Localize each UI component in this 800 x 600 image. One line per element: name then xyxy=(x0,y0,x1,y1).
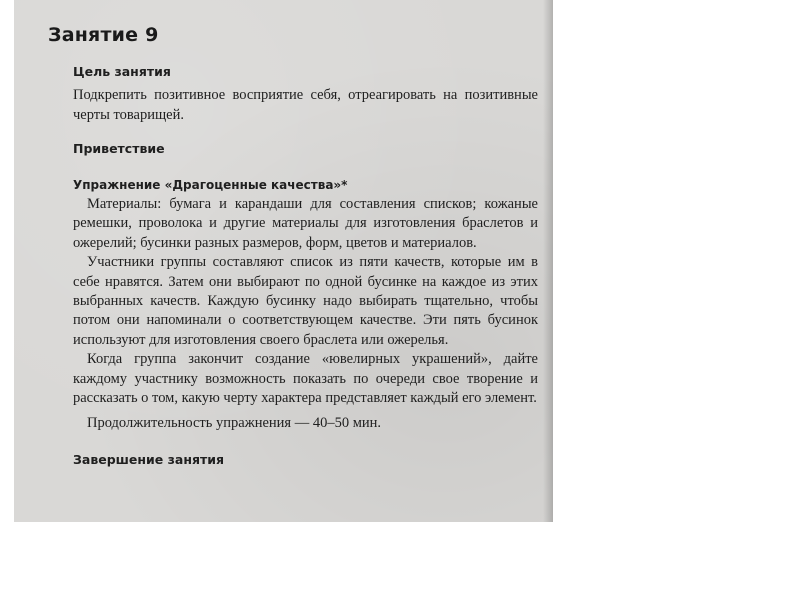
greeting-heading: Приветствие xyxy=(73,141,165,157)
page-edge-shadow xyxy=(543,0,553,522)
page-content xyxy=(73,62,538,469)
goal-heading: Цель занятия xyxy=(73,64,171,79)
scanned-page xyxy=(14,0,553,522)
closing-heading: Завершение занятия xyxy=(73,451,225,467)
lesson-title: Занятие 9 xyxy=(48,24,159,46)
exercise-title: Упражнение «Драгоценные качества»* xyxy=(73,177,348,192)
exercise-instructions-paragraph: Участники группы составляют список из пяти качеств, которые им в себе нравятся. Затем они выбирают по одной бусинке на каждое из этих выбранных качеств. Каждую бусинку надо выбирать тщательно, чтобы потом они напоминали о соответствующем качестве. Эти пять бусинок используют для изготовления своего браслета или ожерелья. xyxy=(73,254,538,348)
exercise-duration: Продолжительность упражнения — 40–50 мин. xyxy=(87,414,382,431)
goal-text: Подкрепить позитивное восприятие себя, отреагировать на позитивные черты товарищей. xyxy=(73,87,538,123)
exercise-presentation-paragraph: Когда группа закончит создание «ювелирных украшений», дайте каждому участнику возможность показать по очереди свое творение и рассказать о том, какую черту характера представляет каждый его элемент. xyxy=(73,351,538,407)
exercise-materials-paragraph: Материалы: бумага и карандаши для составления списков; кожаные ремешки, проволока и другие материалы для изготовления браслетов и ожерелий; бусинки разных размеров, форм, цветов и материалов. xyxy=(73,196,538,251)
